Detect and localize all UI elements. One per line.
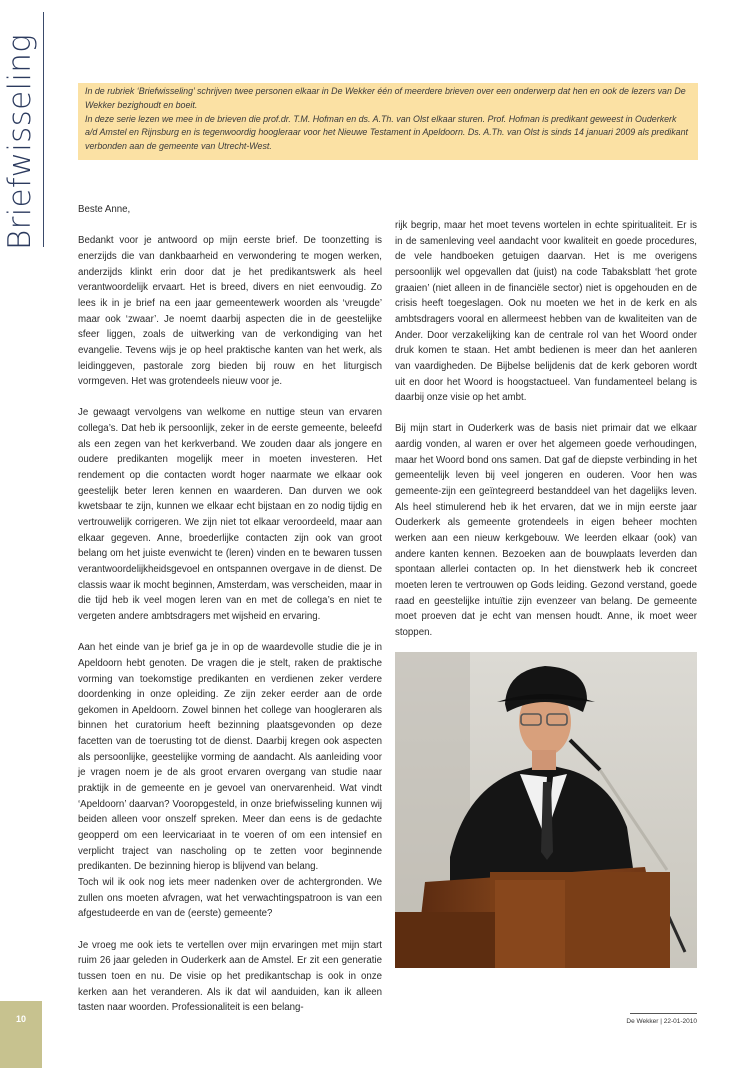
body-paragraph: rijk begrip, maar het moet tevens wortelen in echte spiritualiteit. Er is in de samenleving veel aandacht voor kwaliteit en goede procedures, de vele handboeken getuigen daarvan. Het is me overigens persoonlijk wel opgevallen dat (juist) na code Tabaksblatt ‘het grote graaien’ (niet alleen in de financiële sector) niet is opgehouden en de crisis heeft toegeslagen. Ook nu moeten we het in de kerk en als ambtsdragers vooral en allermeest hebben van de kwaliteiten van de Ander. Door verzakelijking kan de centrale rol van het Woord onder druk komen te staan. Het ambt bedienen is meer dan het aanleren van vaardigheden. De Bijbelse belijdenis dat de kerk geboren wordt uit en door het Woord is hoogstactueel. Van fundamenteel belang is daarbij onze visie op het ambt. xyxy=(395,220,697,404)
body-paragraph: Bij mijn start in Ouderkerk was de basis niet primair dat we elkaar aardig vonden, al waren er over het algemeen goede verhoudingen, maar het Woord bond ons samen. Dat gaf de diepste verbinding in het gemeentelijk leven bij veel jongeren en ouderen. Voor hen was gemeente-zijn een geïntegreerd bestanddeel van het dagelijks leven. Als heel stimulerend heb ik het ervaren, dat we in mijn eerste jaar Ouderkerk als gemeente grotendeels in eigen beheer mochten werken aan een nieuw kerkgebouw. We leerden elkaar (ook) van andere kanten kennen. Bezoeken aan de bouwplaats leverden dan spontaan allerlei contacten op. In het dienstwerk heb ik concreet moeten leren te vertrouwen op Gods leiding. Gezond verstand, goede raad en geestelijke intuïtie zijn evenzeer van belang. De gemeente moet proeven dat je echt van mensen houdt. Anne, ik moet weer stoppen. xyxy=(395,423,697,638)
section-divider-line xyxy=(43,12,44,247)
body-paragraph: Aan het einde van je brief ga je in op de waardevolle studie die je in Apeldoorn hebt genoten. De vragen die je stelt, raken de praktische vorming van toekomstige predikanten en verdienen zeker verdere doordenking in onze opleiding. Ze zijn zeker eerder aan de orde gekomen in Apeldoorn. Zowel binnen het college van hoogleraren als binnen het curatorium heeft bezinning plaatsgevonden op deze facetten van de toerusting tot de dienst. Daarbij kregen ook aspecten als persoonlijke, geestelijke vorming de aandacht. Als aanleiding voor je vragen noem je de als groot ervaren overgang van studie naar praktijk in de gemeente en je gevoel van onervarenheid. Wat vindt ‘Apeldoorn’ daarvan? Vooropgesteld, in onze briefwisseling kunnen wij beiden alleen voor onszelf spreken. Meer dan eens is de gedachte geopperd om een leervicariaat in te voeren of om een intensief en verplicht traject van nascholing op te zetten voor beginnende predikanten. De bezinning hierop is blijvend van belang. xyxy=(78,642,382,873)
page-number: 10 xyxy=(15,1014,26,1024)
body-paragraph: Je vroeg me ook iets te vertellen over mijn ervaringen met mijn start ruim 26 jaar geleden in Ouderkerk aan de Amstel. Er zit een generatie tussen toen en nu. De visie op het predikantschap is ook in onze kerken aan het veranderen. Als ik dat wil aanduiden, kan ik alleen tasten naar woorden. Professionaliteit is een belang- xyxy=(78,939,382,1014)
speaker-illustration xyxy=(395,652,697,968)
letter-column-left xyxy=(78,202,382,1016)
footer-rule xyxy=(630,1013,697,1014)
intro-box xyxy=(78,83,698,160)
section-label: Briefwisseling xyxy=(2,33,38,250)
intro-paragraph: In de rubriek ‘Briefwisseling’ schrijven twee personen elkaar in De Wekker één of meerdere brieven over een onderwerp dat hen en ook de lezers van De Wekker bezighoudt en boeit. xyxy=(85,86,686,110)
salutation: Beste Anne, xyxy=(78,204,131,215)
page-number-tab xyxy=(0,1001,42,1068)
publication-footer: De Wekker | 22-01-2010 xyxy=(626,1018,697,1025)
speaker-photo xyxy=(395,652,697,968)
letter-column-right xyxy=(395,218,697,672)
body-paragraph: Bedankt voor je antwoord op mijn eerste brief. De toonzetting is enerzijds die van dankbaarheid en verwondering te mogen werken, anderzijds klinkt erin door dat je het predikantswerk als heel verantwoordelijk ervaart. Het is breed, divers en niet eenvoudig. Zo lees ik in je brief na een jaar gemeentewerk woorden als ‘vreugde’ maar ook ‘zwaar’. Je noemt daarbij aspecten die in de geestelijke sfeer liggen, zoals de uitwerking van de verkondiging van het evangelie. Tevens wijs je op heel praktische kanten van het werk, als leidinggeven, pastorale zorg bieden bij rouw en het liturgisch vormgeven. Het was grotendeels nieuw voor je. xyxy=(78,235,382,388)
body-paragraph: Je gewaagt vervolgens van welkome en nuttige steun van ervaren collega’s. Dat heb ik persoonlijk, zeker in de eerste gemeente, beleefd als een zegen van het kerkverband. We zouden daar als jongere en oudere predikanten mogelijk meer in moeten investeren. Het rendement op die contacten wordt hoger naarmate we elkaar ook geestelijk beter leren kennen en waarderen. Dan durven we ook kwetsbaar te zijn, kunnen we elkaar echt bijstaan en zo nodig tijdig en vertrouwelijk corrigeren. We zijn niet tot elkaar veroordeeld, maar aan elkaar gegeven. Anne, broederlijke contacten zijn ook van groot belang om het juiste evenwicht te (leren) vinden en te bewaren tussen verantwoordelijkheidsgevoel en ontspannen overgave in de dienst. De classis waar ik mocht beginnen, Amsterdam, was verscheiden, maar in die tijd heb ik veel mogen leren van en met de collega’s en niet te vergeten andere ambtsdragers met wijsheid en ervaring. xyxy=(78,407,382,622)
body-paragraph: Toch wil ik ook nog iets meer nadenken over de achtergronden. We zullen ons moeten afvragen, wat het verwachtingspatroon is van een afgestudeerde en van de (eerste) gemeente? xyxy=(78,877,382,920)
intro-paragraph: In deze serie lezen we mee in de brieven die prof.dr. T.M. Hofman en ds. A.Th. van Olst elkaar sturen. Prof. Hofman is predikant geweest in Ouderkerk a/d Amstel en Rijnsburg en is tegenwoordig hoogleraar voor het Nieuwe Testament in Apeldoorn. Ds. A.Th. van Olst is sinds 14 januari 2009 als predikant verbonden aan de gemeente van Utrecht-West. xyxy=(85,113,689,152)
